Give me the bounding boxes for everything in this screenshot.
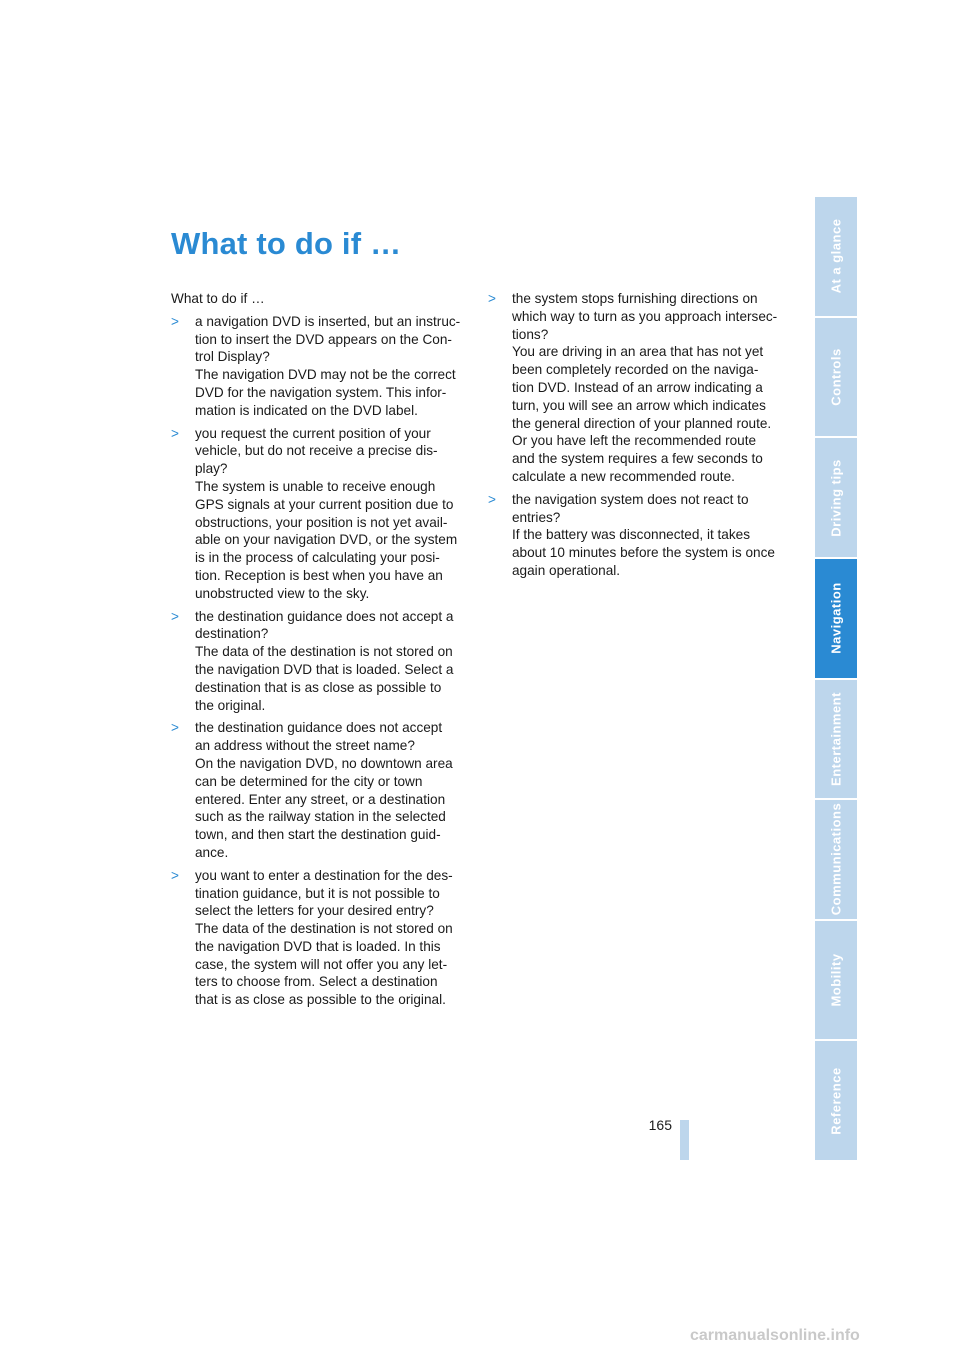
tab-at-a-glance[interactable] <box>815 197 857 318</box>
item-question: the destination guidance does not accept an address without the street name? <box>195 720 443 754</box>
item-answer: On the navigation DVD, no downtown area can be determined for the city or town entered. Enter any street, or a destination such as the railway station in the selected town, and then start the destination guid- ance. <box>195 755 453 860</box>
bullet-arrow-icon: > <box>488 291 496 306</box>
tab-navigation[interactable] <box>815 559 857 680</box>
page-number: 165 <box>648 1117 672 1133</box>
list-item <box>488 491 788 580</box>
intro-text: What to do if … <box>171 291 265 306</box>
item-question: the navigation system does not react to entries? <box>512 491 749 525</box>
list-item <box>488 290 788 486</box>
item-answer: You are driving in an area that has not yet been completely recorded on the naviga- tion DVD. Instead of an arrow indicating a turn, you will see an arrow which indicates the general direction of your planned route. Or you have left the recommended route and the system requires a few seconds to calculate a new recommended route. <box>512 344 772 484</box>
bullet-arrow-icon: > <box>171 608 179 624</box>
watermark: carmanualsonline.info <box>690 1327 860 1344</box>
tab-communications[interactable] <box>815 800 857 921</box>
tab-label: Controls <box>828 348 844 406</box>
tab-label: Navigation <box>828 582 844 654</box>
item-question: a navigation DVD is inserted, but an instruc- tion to insert the DVD appears on the Con- trol Display? <box>195 313 461 365</box>
item-question: the destination guidance does not accept a destination? <box>195 608 454 642</box>
bullet-arrow-icon: > <box>488 491 496 507</box>
list-item <box>171 313 471 420</box>
bullet-arrow-icon: > <box>171 720 179 736</box>
item-question: you want to enter a destination for the des- tination guidance, but it is not possible to select the letters for your desired entry? <box>195 867 453 919</box>
section-tabs <box>815 197 857 1160</box>
tab-entertainment[interactable] <box>815 680 857 801</box>
tab-driving-tips[interactable] <box>815 438 857 559</box>
tab-label: Entertainment <box>828 691 844 786</box>
item-answer: The data of the destination is not stored on the navigation DVD that is loaded. Select a destination that is as close as possible to the original. <box>195 644 454 713</box>
list-item <box>171 719 471 861</box>
tab-label: At a glance <box>828 218 844 294</box>
tab-label: Mobility <box>828 953 844 1007</box>
item-answer: The data of the destination is not stored on the navigation DVD that is loaded. In this case, the system will not offer you any let- ters to choose from. Select a destination that is as close as possible to the original. <box>195 921 453 1008</box>
tab-reference[interactable] <box>815 1041 857 1160</box>
page-number-bar <box>680 1120 689 1160</box>
item-question: the system stops furnishing directions on which way to turn as you approach intersec- tions? <box>512 291 778 342</box>
left-column <box>171 290 471 1014</box>
tab-label: Driving tips <box>828 458 844 537</box>
item-answer: If the battery was disconnected, it takes about 10 minutes before the system is once again operational. <box>512 527 775 578</box>
item-answer: The system is unable to receive enough GPS signals at your current position due to obstructions, your position is not yet avail- able on your navigation DVD, or the system is in the process of calculating your posi- tion. Reception is best when you have an unobstructed view to the sky. <box>195 478 458 601</box>
tab-controls[interactable] <box>815 318 857 439</box>
tab-label: Communications <box>828 803 844 916</box>
tab-mobility[interactable] <box>815 921 857 1042</box>
list-item <box>171 867 471 1009</box>
bullet-arrow-icon: > <box>171 313 179 329</box>
list-item <box>171 608 471 715</box>
item-answer: The navigation DVD may not be the correct DVD for the navigation system. This infor- mation is indicated on the DVD label. <box>195 367 456 418</box>
page-title: What to do if … <box>171 226 402 261</box>
bullet-arrow-icon: > <box>171 425 179 441</box>
item-question: you request the current position of your vehicle, but do not receive a precise dis- play? <box>195 425 438 477</box>
tab-label: Reference <box>828 1067 844 1135</box>
right-column <box>488 290 788 585</box>
bullet-arrow-icon: > <box>171 867 179 883</box>
list-item <box>171 425 471 603</box>
